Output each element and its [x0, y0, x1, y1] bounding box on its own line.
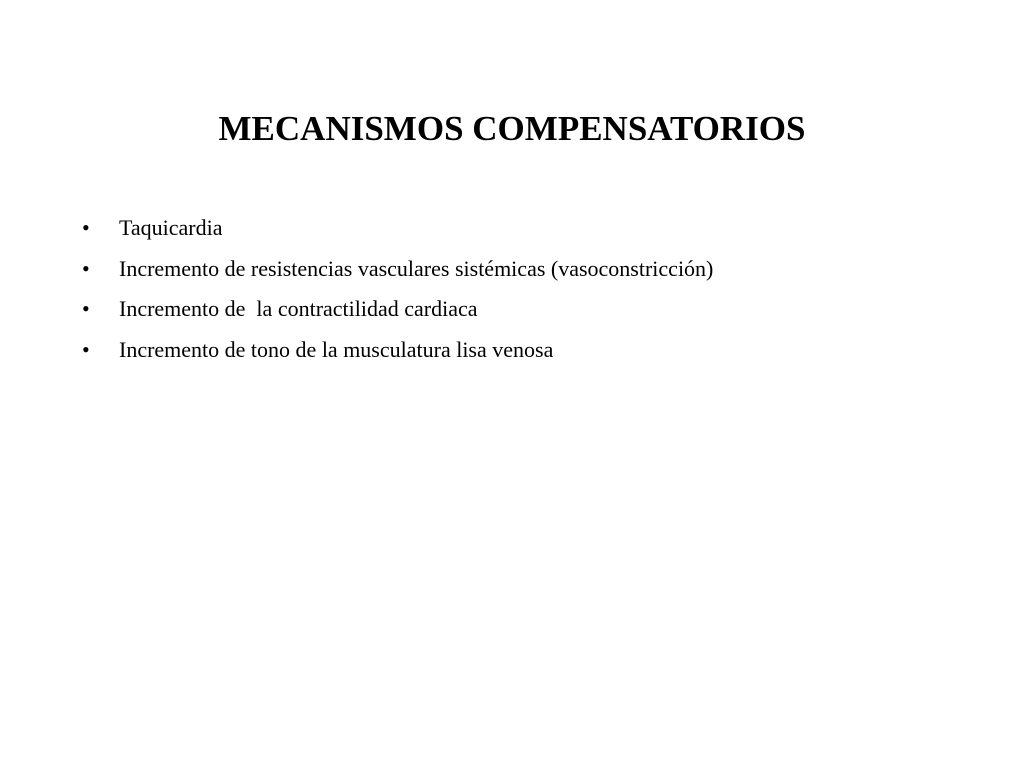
bullet-icon: • — [82, 215, 90, 240]
bullet-list — [82, 210, 982, 372]
slide-title: MECANISMOS COMPENSATORIOS — [218, 109, 806, 148]
bullet-icon: • — [82, 255, 90, 281]
list-item-text: Incremento de resistencias vasculares sistémicas (vasoconstricción) — [119, 255, 714, 281]
list-item — [82, 251, 982, 292]
list-item-text: Incremento de tono de la musculatura lisa venosa — [119, 336, 554, 362]
list-item — [82, 210, 982, 251]
list-item — [82, 332, 982, 373]
bullet-icon: • — [82, 336, 90, 362]
list-item-text: Incremento de la contractilidad cardiaca — [119, 296, 478, 321]
list-item — [82, 291, 982, 332]
bullet-icon: • — [82, 296, 90, 321]
list-item-text: Taquicardia — [119, 215, 223, 240]
